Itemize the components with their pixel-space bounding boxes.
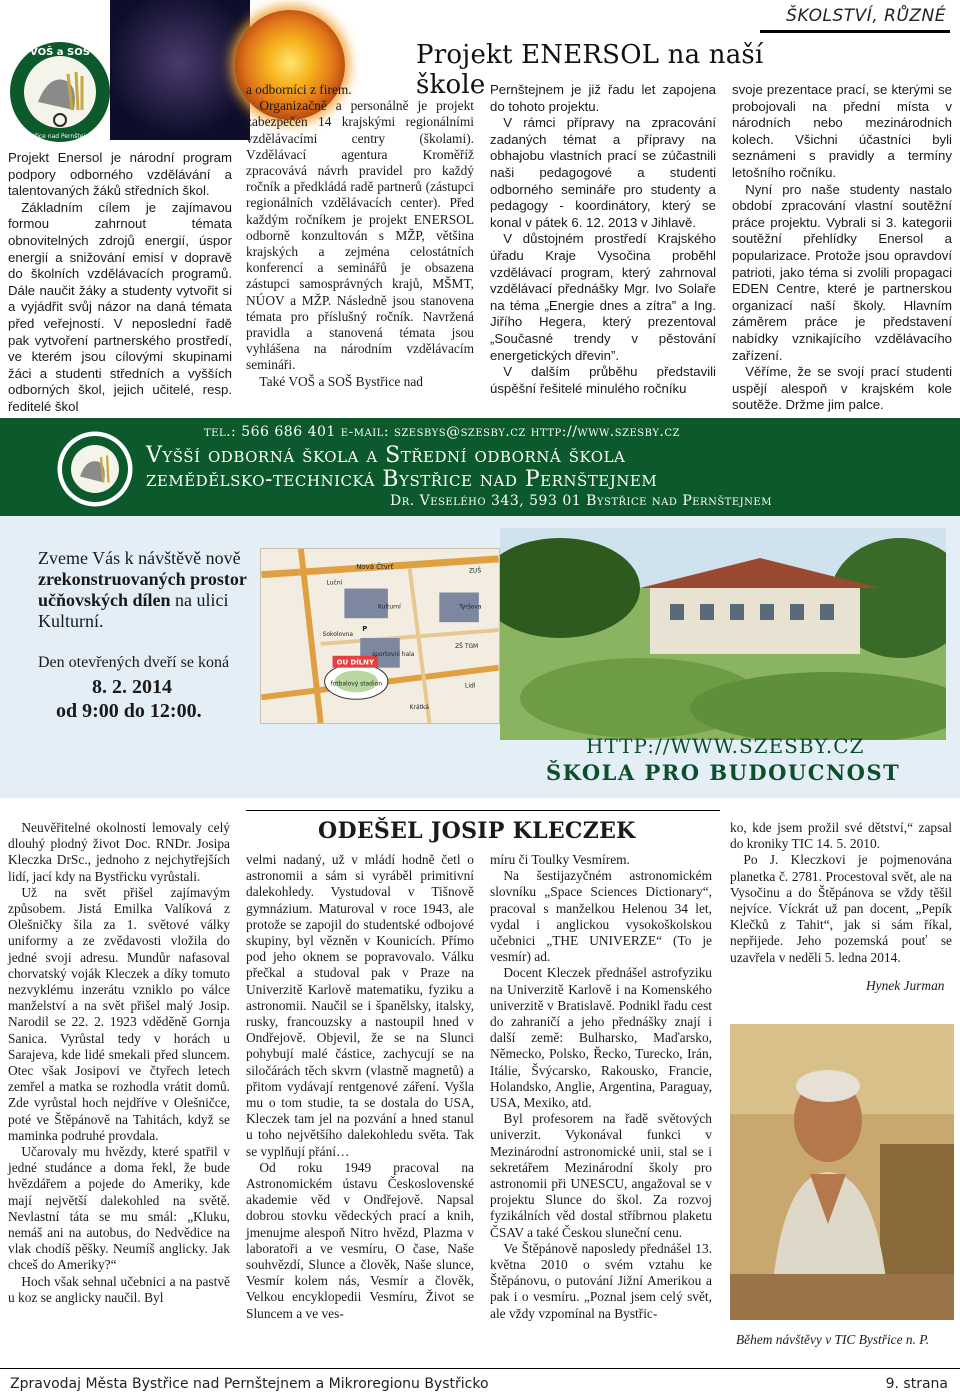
page-number: 9. strana [885, 1376, 948, 1392]
paragraph: Věříme, že se svojí prací studenti uspějí alespoň v krajském kole soutěže. Držme jim palce. [732, 364, 952, 413]
publication-name: Zpravodaj Města Bystřice nad Pernštejnem a Mikroregionu Bystřicko [10, 1376, 489, 1392]
invite-line: Zveme Vás k návštěvě nově [38, 548, 241, 568]
map-label: Krátká [409, 704, 429, 712]
open-day-advert [0, 516, 960, 798]
paragraph: a odborníci z firem. [246, 82, 352, 97]
enersol-column-2 [246, 82, 474, 390]
paragraph: V dalším průběhu představili úspěšní řešitelé minulého ročníku [490, 364, 716, 396]
sun-image-background [110, 0, 250, 140]
paragraph: ko, kde jsem prožil své dětství,“ zapsal do kroniky TIC 14. 5. 2010. [730, 820, 952, 852]
paragraph: V rámci přípravy na zpracování zadaných témat a přípravy na obhajobu vlastních prací se zúčastnili naši pedagogové a studenti odborného semináře pro studenty a pedagogy - koordinátory, který se konal v pátek 6. 12. 2013 v Jihlavě. [490, 115, 716, 230]
map-label: ZŠ TGM [455, 642, 479, 650]
school-banner [0, 418, 960, 516]
banner-school-line-2: zemědělsko-technická Bystřice nad Pernštejnem [146, 467, 658, 492]
logo-top-text: VOŠ a SOŠ [30, 47, 90, 58]
article-title-enersol: Projekt ENERSOL na naší škole [416, 40, 764, 100]
campus-photo [500, 528, 946, 740]
paragraph: Organizačně a personálně je projekt zabezpečen 14 krajskými regionálními vzdělávacími centry (školami). Vzdělávací agentura Kroměříž zpracovává návrh pravidel pro každý ročník a předkládá radě partnerů (zástupci regionálních vzdělávacích center). Před každým ročníkem je projekt ENERSOL odborně konzultován s MŽP, většina krajských a zejména celostátních konferencí a seminářů je obsazena zástupci samosprávných krajů, MŠMT, NÚOV a MŽP. Následně jsou stanovena témata pro příslušný ročník. Navržená pravidla a stanovená témata jsou vyhlášena na národním vzdělávacím semináři. [246, 98, 474, 373]
open-day-label: Den otevřených dveří se koná [38, 654, 230, 671]
obituary-column-2 [246, 852, 474, 1322]
map-label: Tyršova [459, 603, 482, 611]
map-label: fotbalový stadion [330, 680, 382, 688]
paragraph: V důstojném prostředí Krajského úřadu Kraje Vysočina proběhl vzdělávací program, který zahrnoval vzdělávací přednášky Mgr. Ivo Solaře na téma „Energie dnes a zítra” a Ing. Jiřího Hegera, který prezentoval „Současné trendy v pěstování energetických dřevin”. [490, 231, 716, 363]
map-label: Lidl [465, 682, 476, 690]
map-label: P [362, 625, 368, 634]
map-label: Kulturní [378, 603, 401, 611]
logo-ring-text: Bystřice nad Pernštejnem [21, 133, 99, 140]
paragraph: Také VOŠ a SOŠ Bystřice nad [259, 373, 423, 389]
article-author: Hynek Jurman [866, 978, 945, 993]
map-label: Luční [326, 579, 343, 587]
map-label: OU DÍLNY [336, 658, 374, 667]
footer-rule [0, 1368, 960, 1369]
paragraph: Na šestijazyčném astronomickém slovníku „Space Sciences Dictionary“, pracoval s manželkou Helenou 34 let, vydal i anglickou vysokoškolskou učebnici „THE UNIVERZE“ (To je vesmír) ad. [490, 868, 712, 965]
invite-line: na ulici Kulturní. [38, 590, 229, 631]
section-rule [760, 30, 950, 33]
map-label: sportovní hala [372, 650, 415, 658]
paragraph: Pernštejnem je již řadu let zapojena do tohoto projektu. [490, 82, 716, 114]
school-url[interactable]: HTTP://WWW.SZESBY.CZ [586, 734, 865, 758]
school-logo [8, 40, 112, 144]
paragraph: Hoch však sehnal učebnici a na pastvě u koz se anglicky naučil. Byl [8, 1273, 230, 1305]
town-map [260, 548, 500, 724]
section-tag: ŠKOLSTVÍ, RŮZNÉ [786, 6, 946, 26]
paragraph: velmi nadaný, už v mládí hodně četl o astronomii a sám si vyráběl primitivní dalekohledy. Vystudoval v Tišnově gymnázium. Maturoval v roce 1943, ale protože se zapojil do studentské odbojové skupiny, byl vězněn v Kounicích. Přímo pod jeho oknem se popravovalo. Válku přečkal a studoval pak v Praze na Univerzitě Karlově matematiku, fyziku a astronomii. Naučil se i španělsky, italsky, rusky, francouzsky a nastoupil hned v Ondřejově. Objevil, že se na Slunci pohybují malé částice, zachycují se na siločárách těch skvrn (vlastně magnetů) a přitom vydávají rentgenové záření. Vyšla mu o tom studie, ta se dostala do USA, Kleczek tam jel na pozvání a hned stanul u toho největšího dalekohledu světa. Tak se vyplňují přání… [246, 852, 474, 1159]
enersol-column-4 [732, 82, 952, 414]
open-day-date: 8. 2. 2014 [92, 676, 172, 698]
enersol-column-3 [490, 82, 716, 397]
map-label: Nová Čtvrť [356, 562, 394, 571]
map-label: ZUŠ [468, 567, 482, 575]
paragraph: Už na svět přišel zajímavým způsobem. Jistá Emilka Valíková z Olešničky šila za 1. světové války uniformy a ze zvědavosti vložila do jedné svoji adresu. Mundůr nafasoval chorvatský voják Kleczek a díky tomuto nezvyklému inzerátu vzniklo po válce manželství a na svět přišel malý Josip. Narodil se 22. 2. 1923 vděděně Gornja Sanica. Vyrůstal tedy v horách u Sarajeva, kde lidé smekali před sluncem. Otec však Josipovi ve čtyřech letech zemřel a matka se rozhodla vrátit domů. Zde vyrůstal hoch nejdříve v Olešničce, poté ve Štěpánově na Tahitách, když se maminka podruhé provdala. [8, 884, 230, 1143]
paragraph: Učarovaly mu hvězdy, které spatřil v jedné studánce a doma řekl, že bude hvězdářem a pojede do Ameriky, kde mají největší dalekohled na světě. Nevlastní táta se mu smál: „Kluku, nemáš ani na autobus, do Nedvědice na vlak chodíš pěšky. Neumíš anglicky. Jak chceš do Ameriky?“ [8, 1144, 230, 1273]
obituary-column-3 [490, 852, 712, 1322]
paragraph: svoje prezentace prací, se kterými se probojovali na přední místa v národních nebo mezinárodních kolech. Všichni účastníci byli seznámeni s pravidly a termíny letošního ročníku. [732, 82, 952, 180]
paragraph: Základním cílem je zajímavou formou zahrnout témata obnovitelných zdrojů energií, úspor energií a snižování emisí v dopravě do školních vzdělávacích programů. Dále naučit žáky a studenty vytvořit si a vyjádřit svůj názor na daná témata před veřejností. V neposlední řadě pak vytvoření partnerského prostředí, ve kterém jsou cílovými skupinami žáci a studenti středních a vyšších odborných škol, jejich učitelé, resp. ředitelé škol [8, 199, 232, 414]
school-slogan: ŠKOLA PRO BUDOUCNOST [546, 760, 901, 785]
paragraph: Projekt Enersol je národní program podpory odborného vzdělávání a talentovaných žáků středních škol. [8, 150, 232, 199]
obituary-column-1 [8, 820, 230, 1306]
photo-caption: Během návštěvy v TIC Bystřice n. P. [736, 1332, 930, 1347]
banner-logo [56, 430, 134, 508]
enersol-column-1 [8, 150, 232, 416]
article-title-obituary: ODEŠEL JOSIP KLECZEK [318, 818, 636, 844]
paragraph: míru či Toulky Vesmírem. [490, 852, 630, 867]
paragraph: Nyní pro naše studenty nastalo období zpracování vlastní soutěžní práce projektu. Vybrali si 3. kategorii soutěžní přehlídky Enersol a popularizace. Protože jsou opravdoví patrioti, jako téma si zvolili propagaci EDEN Centre, které je partnerskou organizací naší školy. Hlavním záměrem práce je představení nabídky vznikajícího vzdělávacího zařízení. [732, 181, 952, 363]
banner-contact: tel.: 566 686 401 e-mail: szesbys@szesby.cz http://www.szesby.cz [204, 424, 680, 440]
banner-address: Dr. Veselého 343, 593 01 Bystřice nad Pernštejnem [390, 493, 772, 509]
open-day-time: od 9:00 do 12:00. [56, 700, 202, 722]
paragraph: Neuvěřitelné okolnosti lemovaly celý dlouhý plodný život Doc. RNDr. Josipa Kleczka DrSc., jednoho z nejchytřejších lidí, jací kdy na Bystřicku vyrůstali. [8, 820, 230, 884]
obituary-column-4 [730, 820, 952, 966]
paragraph: Ve Štěpánově naposledy přednášel 13. května 2010 o svém vztahu ke Štěpánovu, o putování Jižní Amerikou a pak i o vesmíru. „Poznal jsem celý svět, ale vždy vzpomínal na Bystřic- [490, 1240, 712, 1321]
invite-bold: zrekonstruovaných prostor učňovských dílen [38, 569, 247, 610]
paragraph: Od roku 1949 pracoval na Astronomickém ústavu Československé akademie věd v Ondřejově. Napsal dobrou stovku vědeckých prací a knih, jmenujme alespoň Nitro hvězd, Plazma v laboratoři a ve vesmíru, O čase, Naše souhvězdí, Slunce a člověk, Naše slunce, Vesmír kolem nás, Vesmír a člověk, Velkou encyklopedii Vesmíru, Život se Sluncem a ve ves- [246, 1159, 474, 1321]
paragraph: Po J. Kleczkovi je pojmenována planetka č. 2781. Procestoval svět, ale na Vysočinu a do Štěpánova se vždy těšil nejvíce. Víckrát už pan docent, „Pepík Klečků z Tahit“, jak si sám říkal, nepřijede. Jeho pozemská pouť se uzavřela v neděli 5. ledna 2014. [730, 852, 952, 965]
map-label: Sokolovna [322, 631, 354, 638]
paragraph: Byl profesorem na řadě světových univerzit. Vykonával funkci v Mezinárodní astronomické unii, stal se i sekretářem Mezinárodní školy pro astronomii při UNESCU, angažoval se v projektu Slunce do škol. Za rozvoj fyzikálních věd dostal stříbrnou plaketu ČSAV a také Českou sluneční cenu. [490, 1111, 712, 1240]
kleczek-photo [730, 1024, 954, 1320]
paragraph: Docent Kleczek přednášel astrofyziku na Univerzitě Karlově i na Komenského univerzitě v Bratislavě. Podnikl řadu cest do zahraničí a jeho přednášky znají i další země: Bulharsko, Maďarsko, Německo, Polsko, Řecko, Turecko, Irán, Itálie, Švýcarsko, Rakousko, Francie, Holandsko, Anglie, Argentina, Paraguay, USA, Mexiko, atd. [490, 965, 712, 1111]
invite-text [38, 548, 278, 632]
banner-school-line-1: Vyšší odborná škola a Střední odborná škola [146, 443, 626, 468]
